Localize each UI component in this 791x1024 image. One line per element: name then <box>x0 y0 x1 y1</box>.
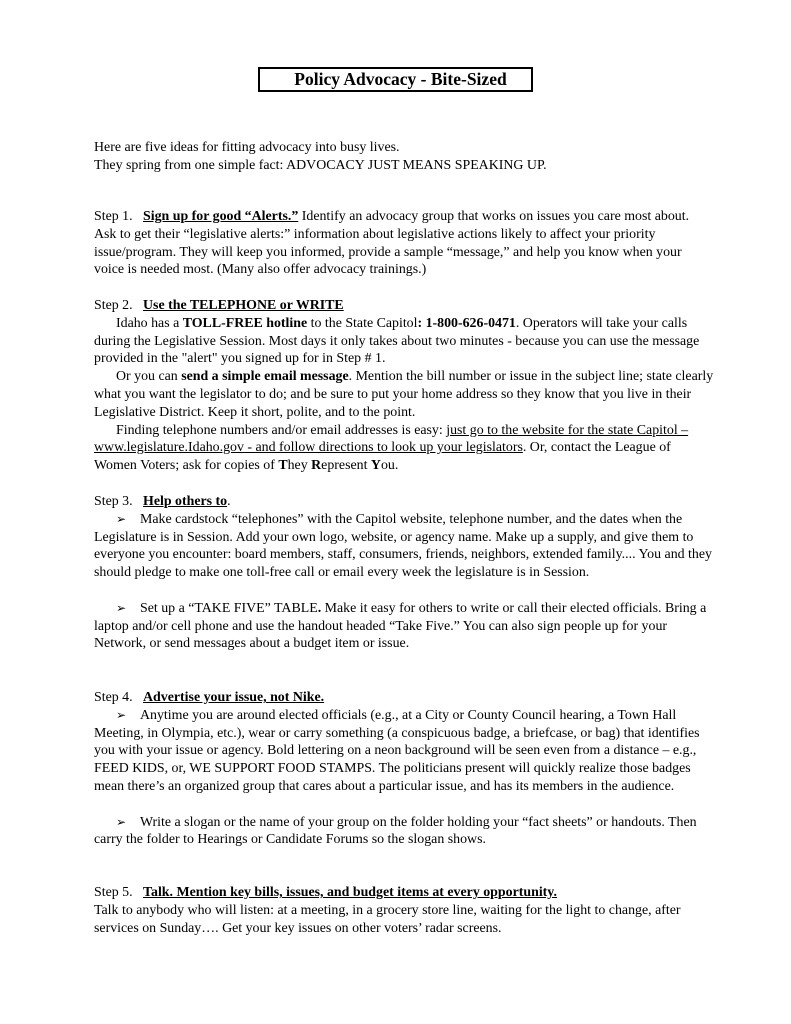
step-5-heading-line <box>94 884 714 902</box>
step-1-heading: Sign up for good “Alerts.” <box>143 209 299 224</box>
step-2-label: Step 2. <box>94 298 133 313</box>
step-4-label: Step 4. <box>94 690 133 705</box>
step-2-email-paragraph <box>94 368 714 421</box>
step-4-bullet-1 <box>94 707 714 796</box>
bullet-2-text-c: Make it easy for others to write or call their elected officials. Bring a laptop and/or cell phone and use the handout headed “Take Five.” You can also sign people up for your Network, or send messages about a budget item or issue. <box>94 600 707 652</box>
step-1-body: Identify an advocacy group that works on issues you care most about. Ask to get their “legislative alerts:” information about legislative actions likely to affect your priority issue/program. They will keep you informed, provide a sample “message,” and help you know when your voice is needed most. (Many also offer advocacy trainings.) <box>94 209 690 278</box>
lookup-text-a: Finding telephone numbers and/or email addresses is easy: <box>116 422 447 438</box>
title-text: Policy Advocacy - Bite-Sized <box>294 69 507 89</box>
hotline-number: : 1-800-626-0471 <box>417 315 516 331</box>
step-2-lookup-paragraph <box>94 422 714 475</box>
bullet-1-text: Make cardstock “telephones” with the Capitol website, telephone number, and the dates when the Legislature is in Session. Add your own logo, website, or agency name. Make up a supply, and give them to everyone you encounter: board members, staff, consumers, friends, neighbors, extended family.... You and they should pledge to make one toll-free call or email every week the legislature is in Session. <box>94 511 712 581</box>
bullet-arrow-icon: ➢ <box>116 511 127 526</box>
bullet-arrow-icon: ➢ <box>116 600 127 615</box>
step-5-heading: Talk. Mention key bills, issues, and budget items at every opportunity. <box>143 885 557 900</box>
you-rest: ou. <box>380 458 399 474</box>
hotline-text-e: . Operators will take your calls during the Legislative Session. Most days it only takes about two minutes - because you can use the message provided in the "alert" you signed up for in Step # 1. <box>94 315 700 367</box>
they-rest: hey <box>287 458 312 474</box>
step-5-label: Step 5. <box>94 885 133 900</box>
represent-rest: epresent <box>321 458 371 474</box>
hotline-text-a: Idaho has a <box>116 315 183 331</box>
step-3-heading: Help others to <box>143 494 228 509</box>
document-title <box>258 67 533 92</box>
bullet-2-period: . <box>317 600 322 616</box>
step-3-period: . <box>227 494 231 509</box>
step-3-bullet-1 <box>94 511 714 582</box>
lookup-text-c: . Or, contact the League of Women Voters; ask for copies of <box>94 440 671 474</box>
step-2 <box>94 297 714 475</box>
step-1-paragraph <box>94 208 714 279</box>
hotline-text-c: to the State Capitol <box>307 315 418 331</box>
step-4 <box>94 689 714 849</box>
you-initial: Y <box>370 458 381 474</box>
step-3-heading-line <box>94 493 714 511</box>
bullet-arrow-icon: ➢ <box>116 707 127 722</box>
step-3 <box>94 493 714 653</box>
step-4-bullet-2-text: Write a slogan or the name of your group on the folder holding your “fact sheets” or handouts. Then carry the folder to Hearings or Candidate Forums so the slogan shows. <box>94 814 697 848</box>
email-emphasis: send a simple email message <box>181 369 349 385</box>
step-2-heading: Use the TELEPHONE or WRITE <box>143 298 344 313</box>
email-text-c: . Mention the bill number or issue in the subject line; state clearly what you want the legislator to do; and be sure to put your home address so they know that you live in their Legislative District. Keep it short, polite, and to the point. <box>94 369 714 420</box>
step-3-label: Step 3. <box>94 494 133 509</box>
lookup-link-text[interactable]: just go to the website for the state Capitol – www.legislature.Idaho.gov - and follow directions to look up your legislators <box>94 422 689 456</box>
bullet-arrow-icon: ➢ <box>116 814 127 829</box>
step-1-label: Step 1. <box>94 209 133 224</box>
step-5-body: Talk to anybody who will listen: at a meeting, in a grocery store line, waiting for the light to change, after services on Sunday…. Get your key issues on other voters’ radar screens. <box>94 902 681 936</box>
represent-initial: R <box>311 458 322 474</box>
step-2-hotline-paragraph <box>94 315 714 368</box>
hotline-label: TOLL-FREE hotline <box>182 315 308 331</box>
step-5 <box>94 884 714 937</box>
intro <box>94 139 714 175</box>
intro-line-1: Here are five ideas for fitting advocacy into busy lives. <box>94 140 400 155</box>
bullet-2-text-a: Set up a “TAKE FIVE” TABLE <box>140 600 318 616</box>
step-4-bullet-1-text: Anytime you are around elected officials (e.g., at a City or County Council hearing, a Town Hall Meeting, in Olympia, etc.), wear or carry something (a conspicuous badge, a briefcase, or bag) that identifies you with your issue or agency. Bold lettering on a neon background will be seen even from a distance – e.g., FEED KIDS, or, WE SUPPORT FOOD STAMPS. The politicians present will quickly realize those badges mean there’s an organized group that cares about a particular issue, and has its members in the audience. <box>94 707 700 794</box>
step-4-bullet-2 <box>94 814 714 850</box>
step-4-heading-line <box>94 689 714 707</box>
step-2-heading-line <box>94 297 714 315</box>
email-text-a: Or you can <box>116 369 182 385</box>
they-initial: T <box>278 458 288 474</box>
step-1 <box>94 208 714 279</box>
intro-line-2: They spring from one simple fact: ADVOCACY JUST MEANS SPEAKING UP. <box>94 157 547 173</box>
step-3-bullet-2 <box>94 600 714 653</box>
step-4-heading: Advertise your issue, not Nike. <box>143 690 325 705</box>
